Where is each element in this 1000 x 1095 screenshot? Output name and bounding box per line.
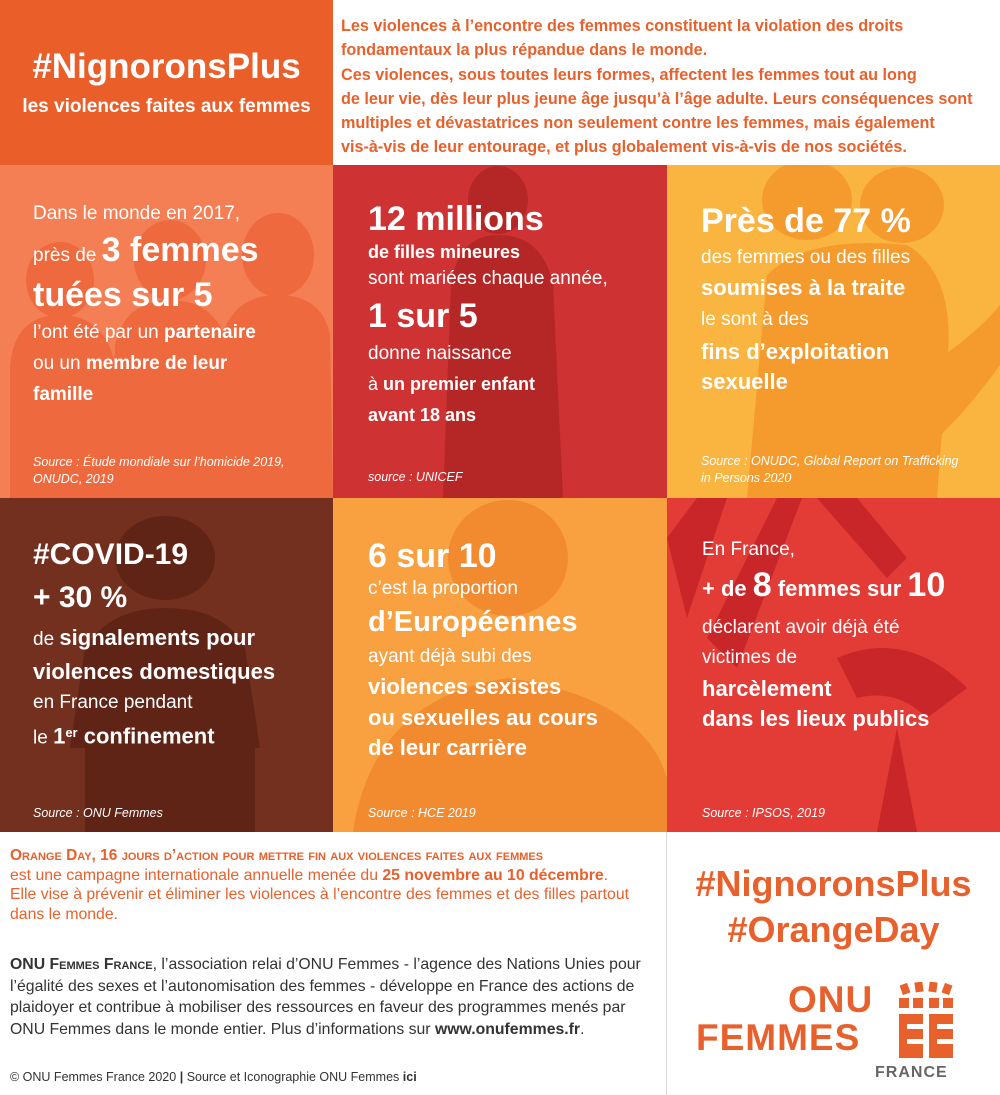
logo-text-france: FRANCE [875,1064,948,1081]
tile1-text [33,201,259,410]
stat-tile-child-marriage [333,165,667,498]
association-line4c: . [580,1020,585,1038]
tile4-line3 [33,622,275,657]
tile4-line6a: le [33,727,54,749]
tile5-line3: d’Européennes [368,606,578,638]
tile2-stat-1-sur-5: 1 sur 5 [368,297,478,335]
tile2-text [368,199,608,430]
tile1-line2a: près de [33,245,102,266]
association-line1-rest: , l’association relai d’ONU Femmes - l’agence des Nations Unies pour [152,956,641,973]
intro-line: Les violences à l’encontre des femmes constituent la violation des droits [341,17,904,35]
tile6-line3: déclarent avoir déjà été [702,617,900,638]
tile5-line7: de leur carrière [368,735,527,760]
association-line3: plaidoyer et contribue à mobiliser des ressources en faveur des programmes menés par [10,999,626,1016]
stat-tile-covid [0,498,333,832]
onu-emblem-icon [895,982,967,1062]
header-hashtag: #NignoronsPlus [32,47,301,86]
orange-day-line2a: est une campagne internationale annuelle menée du [10,866,383,884]
tile6-line5: harcèlement [702,676,832,701]
tile5-line6: ou sexuelles au cours [368,705,598,730]
association-line2: l’égalité des sexes et l’autonomisation des femmes - développe en France des actions de [10,977,635,995]
tile4-line6d: confinement [77,723,215,749]
tile5-text [368,536,598,763]
tile6-line6: dans les lieux publics [702,706,930,731]
tile2-line5: donne naissance [368,343,512,364]
tile1-line4 [33,317,259,348]
tile4-line4: violences domestiques [33,659,276,684]
tile1-line5b: membre de leur [85,353,228,374]
copyright-line [10,1070,417,1084]
tile5-line2: c’est la proportion [368,578,518,599]
tile5-source-line1: Source : HCE 2019 [368,806,476,820]
copyright-text: © ONU Femmes France 2020 [10,1070,177,1084]
tile4-hashtag-covid: #COVID-19 [33,538,189,571]
tile3-line5: fins d’exploitation [701,339,890,364]
tile3-line2: des femmes ou des filles [701,247,911,268]
tile1-line1: Dans le monde en 2017, [33,203,241,224]
tile5-source [368,805,476,822]
stat-tile-trafficking [667,165,1000,498]
tile5-line4: ayant déjà subi des [368,646,532,667]
tile2-line2: de filles mineures [368,242,521,262]
tile5-line5: violences sexistes [368,674,562,699]
orange-day-title: Orange Day, 16 jours d’action pour mettre fin aux violences faites aux femmes [10,847,544,864]
tile6-line2a: + de [702,576,753,601]
tile6-text [702,536,945,733]
source-credit: Source et Iconographie ONU Femmes [186,1070,403,1084]
website-link[interactable]: www.onufemmes.fr [434,1020,581,1038]
association-line1 [10,954,660,976]
orange-day-line3: Elle vise à prévenir et éliminer les violences à l’encontre des femmes et des filles partout [10,886,630,903]
tile1-line6: famille [33,384,94,405]
tile2-stat-12-millions: 12 millions [368,200,544,238]
tile4-line6b: 1 [53,723,66,749]
association-paragraph [10,954,660,1040]
tile3-line4: le sont à des [701,309,809,330]
tile3-source-line1: Source : ONUDC, Global Report on Trafficking [701,454,959,468]
orange-day-dates: 25 novembre au 10 décembre [382,866,604,884]
tile6-line1: En France, [702,539,795,560]
tile1-line2 [33,232,259,275]
tile4-line6 [33,718,275,753]
tile6-line2c: femmes sur [771,576,908,601]
tile2-line3: sont mariées chaque année, [368,268,608,289]
tile1-line5a: ou un [33,353,86,374]
tile2-line6b: un premier enfant [383,374,536,394]
intro-line: Ces violences, sous toutes leurs formes, affectent les femmes tout au long [341,65,917,84]
orange-day-line4: dans le monde. [10,905,119,923]
tile6-source-line1: Source : IPSOS, 2019 [702,806,825,820]
tile6-line4: victimes de [702,647,798,668]
association-line4a: ONU Femmes dans le monde entier. Plus d’informations sur [10,1020,435,1038]
tile1-stat-tuees: tuées sur 5 [33,276,213,314]
header-banner [0,0,333,165]
tile4-line3a: de [33,629,60,650]
tile1-line4a: l’ont été par un [33,322,164,343]
tile6-stat-8: 8 [752,566,772,604]
intro-line: de leur vie, dès leur plus jeune âge jusqu’à l’âge adulte. Leurs conséquences sont [341,89,973,108]
copyright-separator: | [179,1070,184,1084]
tile6-stat-10: 10 [907,566,946,604]
tile1-source-line1: Source : Étude mondiale sur l’homicide 2019, [33,455,285,469]
intro-line: vis-à-vis de leur entourage, et plus globalement vis-à-vis de nos sociétés. [341,138,907,157]
source-link[interactable]: ici [402,1070,417,1084]
tile4-line5: en France pendant [33,692,193,713]
tile2-source [368,469,462,486]
tile2-line7: avant 18 ans [368,405,477,425]
tile3-line3: soumises à la traite [701,275,906,300]
tile2-source-line1: source : UNICEF [368,470,463,484]
orange-day-line2 [10,866,658,886]
stat-tile-workplace [333,498,667,832]
tile6-source [702,805,825,822]
footer-hashtag-nignorons: #NignoronsPlus [695,863,972,904]
association-line4 [10,1019,660,1041]
logo-text-femmes: FEMMES [696,1017,861,1058]
tile4-line3b: signalements pour [59,625,256,650]
tile3-line6: sexuelle [701,369,788,394]
tile1-line4b: partenaire [163,322,256,343]
orange-day-paragraph [10,846,658,924]
tile1-line5 [33,348,259,379]
tile3-stat-77: Près de 77 % [701,202,911,240]
orange-day-line2c: . [603,866,609,884]
tile5-stat-6-sur-10: 6 sur 10 [368,537,497,575]
tile2-line6a: à [368,374,384,394]
tile6-line2 [702,564,945,613]
tile4-text [33,536,275,753]
tile4-stat-30: + 30 % [33,581,128,614]
intro-line: fondamentaux la plus répandue dans le monde. [341,41,708,60]
tile3-text [701,199,911,397]
tile4-source [33,805,163,822]
intro-paragraph [341,14,993,160]
tile4-source-line1: Source : ONU Femmes [33,806,163,820]
header-subtitle: les violences faites aux femmes [22,96,311,117]
stat-tile-homicide [0,165,333,498]
tile2-line6 [368,369,608,400]
tile3-source-line2: in Persons 2020 [701,471,792,485]
association-name: ONU Femmes France [10,956,153,973]
tile3-source [701,453,959,487]
onu-femmes-logo [690,980,980,1085]
tile1-source-line2: ONUDC, 2019 [33,472,114,486]
stat-tile-harassment [667,498,1000,832]
intro-line: multiples et dévastatrices non seulement contre les femmes, mais également [341,114,935,133]
footer-hashtag-orangeday: #OrangeDay [727,909,940,950]
logo-text-onu: ONU [788,979,874,1020]
tile4-line6-sup: er [65,725,78,740]
tile1-stat-3-femmes: 3 femmes [101,231,259,269]
tile1-source [33,454,285,488]
